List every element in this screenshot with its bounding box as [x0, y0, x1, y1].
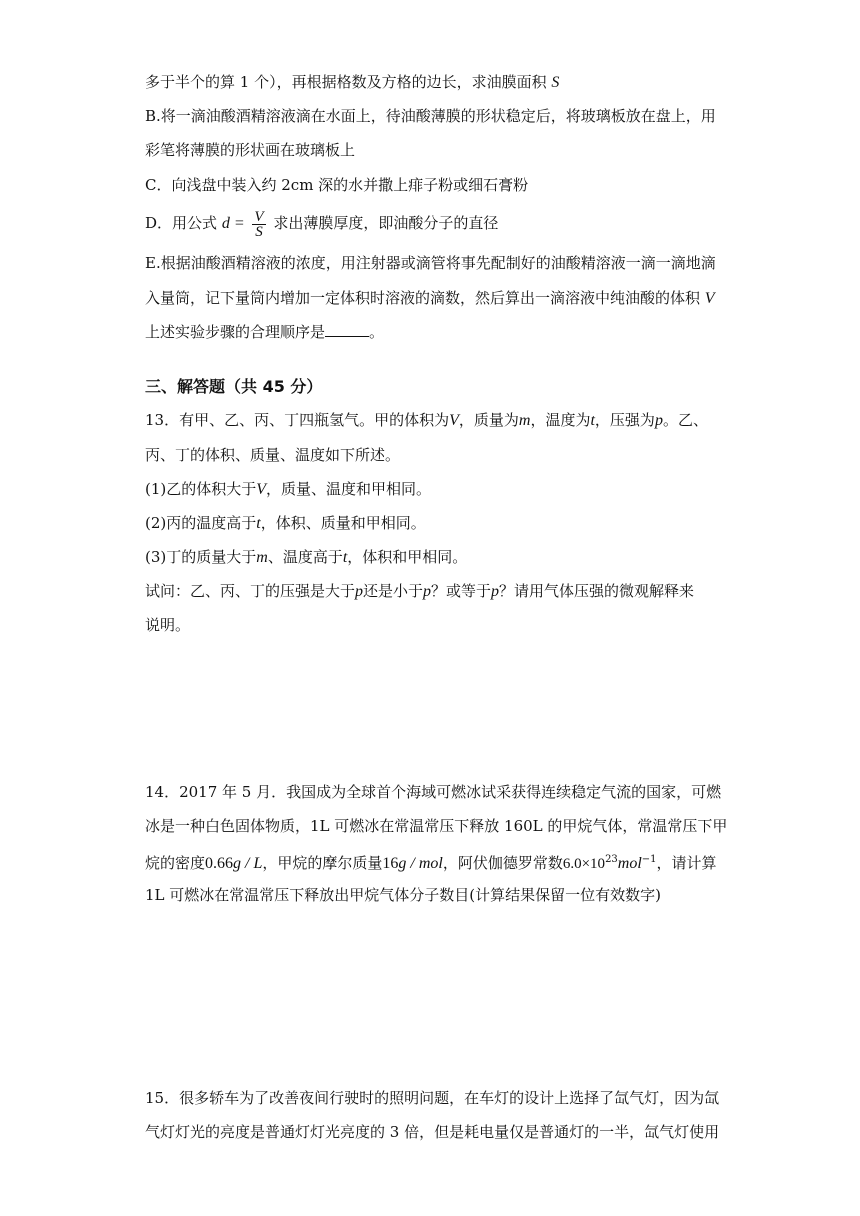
text-span: ，体积和甲相同。 [347, 548, 468, 566]
text-span: ，压强为 [594, 411, 655, 429]
q12-step-e-line2 [145, 288, 715, 309]
text-span: p [355, 583, 364, 600]
q12-step-b-line2 [145, 140, 355, 160]
text-span: 冰是一种白色固体物质，1L 可燃冰在常温常压下释放 160L 的甲烷气体，常温常压下甲 [145, 817, 728, 835]
text-span: 丙、丁的体积、质量、温度如下所述。 [145, 446, 401, 464]
text-span: ，阿伏伽德罗常数 [442, 854, 563, 872]
text-span: ，甲烷的摩尔质量 [262, 854, 383, 872]
q15-line2 [145, 1122, 719, 1142]
text-span: 气灯灯光的亮度是普通灯灯光亮度的 3 倍，但是耗电量仅是普通灯的一半，氙气灯使用 [145, 1123, 720, 1141]
text-span: g / mol [398, 855, 443, 872]
q12-step-a-continued [145, 72, 559, 93]
text-span: D．用公式 [145, 214, 218, 232]
text-span: 23 [605, 854, 618, 865]
text-span: mol [617, 855, 642, 872]
q13-line4 [145, 513, 426, 534]
text-span: 三、解答题（共 45 分） [145, 377, 323, 396]
text-span: 16 [382, 855, 399, 872]
formula-lhs: d = [221, 215, 245, 232]
q13-line2 [145, 445, 400, 465]
q14-line2 [145, 816, 727, 836]
text-span: m [518, 412, 531, 429]
q12-step-d [145, 208, 498, 239]
text-span: 还是小于 [363, 582, 424, 600]
text-span: −1 [641, 854, 657, 865]
formula-fraction [252, 210, 265, 239]
q15-line1 [145, 1088, 719, 1108]
fraction-denominator: S [255, 223, 263, 240]
text-span: ？或等于 [431, 582, 492, 600]
text-span: 14．2017 年 5 月．我国成为全球首个海域可燃冰试采获得连续稳定气流的国家，可燃 [145, 783, 722, 801]
text-span: 。乙、 [662, 411, 708, 429]
q14-line1 [145, 782, 721, 802]
text-span: 。 [369, 323, 385, 341]
text-span: 13．有甲、乙、丙、丁四瓶氢气。甲的体积为 [145, 411, 450, 429]
q13-line3 [145, 479, 431, 500]
q12-step-e-line1 [145, 253, 716, 273]
text-span: 入量筒，记下量筒内增加一定体积时溶液的滴数，然后算出一滴溶液中纯油酸的体积 [145, 289, 701, 307]
text-span: 上述实验步骤的合理顺序是 [145, 323, 326, 341]
q13-line6 [145, 581, 694, 602]
variable-v: V [704, 290, 715, 307]
text-span: V [256, 481, 267, 498]
text-span: V [449, 412, 459, 429]
text-span: ，请计算 [656, 854, 717, 872]
q14-line4 [145, 885, 661, 905]
text-span: E.根据油酸酒精溶液的浓度，用注射器或滴管将事先配制好的油酸精溶液一滴一滴地滴 [145, 254, 716, 272]
text-span: 、温度高于 [267, 548, 343, 566]
q13-line5 [145, 547, 467, 568]
text-span: 说明。 [145, 616, 191, 634]
q14-line3 [145, 850, 717, 874]
q12-question [145, 322, 384, 342]
section-heading [145, 377, 322, 397]
text-span: ？请用气体压强的微观解释来 [499, 582, 695, 600]
text-span: 彩笔将薄膜的形状画在玻璃板上 [145, 141, 356, 159]
text-span: p [423, 583, 432, 600]
text-span: p [491, 583, 500, 600]
text-span: (1)乙的体积大于 [145, 480, 257, 498]
text-span: t [590, 412, 595, 429]
q12-step-a-text: 多于半个的算 1 个），再根据格数及方格的边长，求油膜面积 [145, 73, 547, 91]
text-span: ，质量为 [458, 411, 519, 429]
text-span: ，体积、质量和甲相同。 [260, 514, 426, 532]
variable-s: S [551, 74, 560, 91]
text-span: 6.0×10 [562, 856, 606, 872]
text-span: g / L [233, 855, 263, 872]
answer-blank[interactable] [325, 322, 369, 337]
text-span: 0.66 [205, 855, 234, 872]
text-span: p [654, 412, 663, 429]
text-span: C．向浅盘中装入约 2cm 深的水并撒上痱子粉或细石膏粉 [145, 176, 529, 194]
text-span: 求出薄膜厚度，即油酸分子的直径 [273, 214, 499, 232]
text-span: ，温度为 [530, 411, 591, 429]
text-span: B.将一滴油酸酒精溶液滴在水面上，待油酸薄膜的形状稳定后，将玻璃板放在盘上，用 [145, 107, 716, 125]
text-span: m [256, 549, 268, 566]
q13-line1 [145, 410, 708, 431]
text-span: (2)丙的温度高于 [145, 514, 257, 532]
text-span: 试问：乙、丙、丁的压强是大于 [145, 582, 356, 600]
text-span: 15．很多轿车为了改善夜间行驶时的照明问题，在车灯的设计上选择了氙气灯，因为氙 [145, 1089, 720, 1107]
q12-step-c [145, 175, 528, 195]
text-span: ，质量、温度和甲相同。 [266, 480, 432, 498]
text-span: t [342, 549, 348, 566]
q13-line7 [145, 615, 190, 635]
text-span: t [256, 515, 261, 532]
text-span: 1L 可燃冰在常温常压下释放出甲烷气体分子数目(计算结果保留一位有效数字) [145, 886, 661, 904]
text-span: (3)丁的质量大于 [145, 548, 257, 566]
fraction-numerator: V [254, 208, 264, 225]
text-span: 烷的密度 [145, 854, 206, 872]
q12-step-b-line1 [145, 106, 716, 126]
